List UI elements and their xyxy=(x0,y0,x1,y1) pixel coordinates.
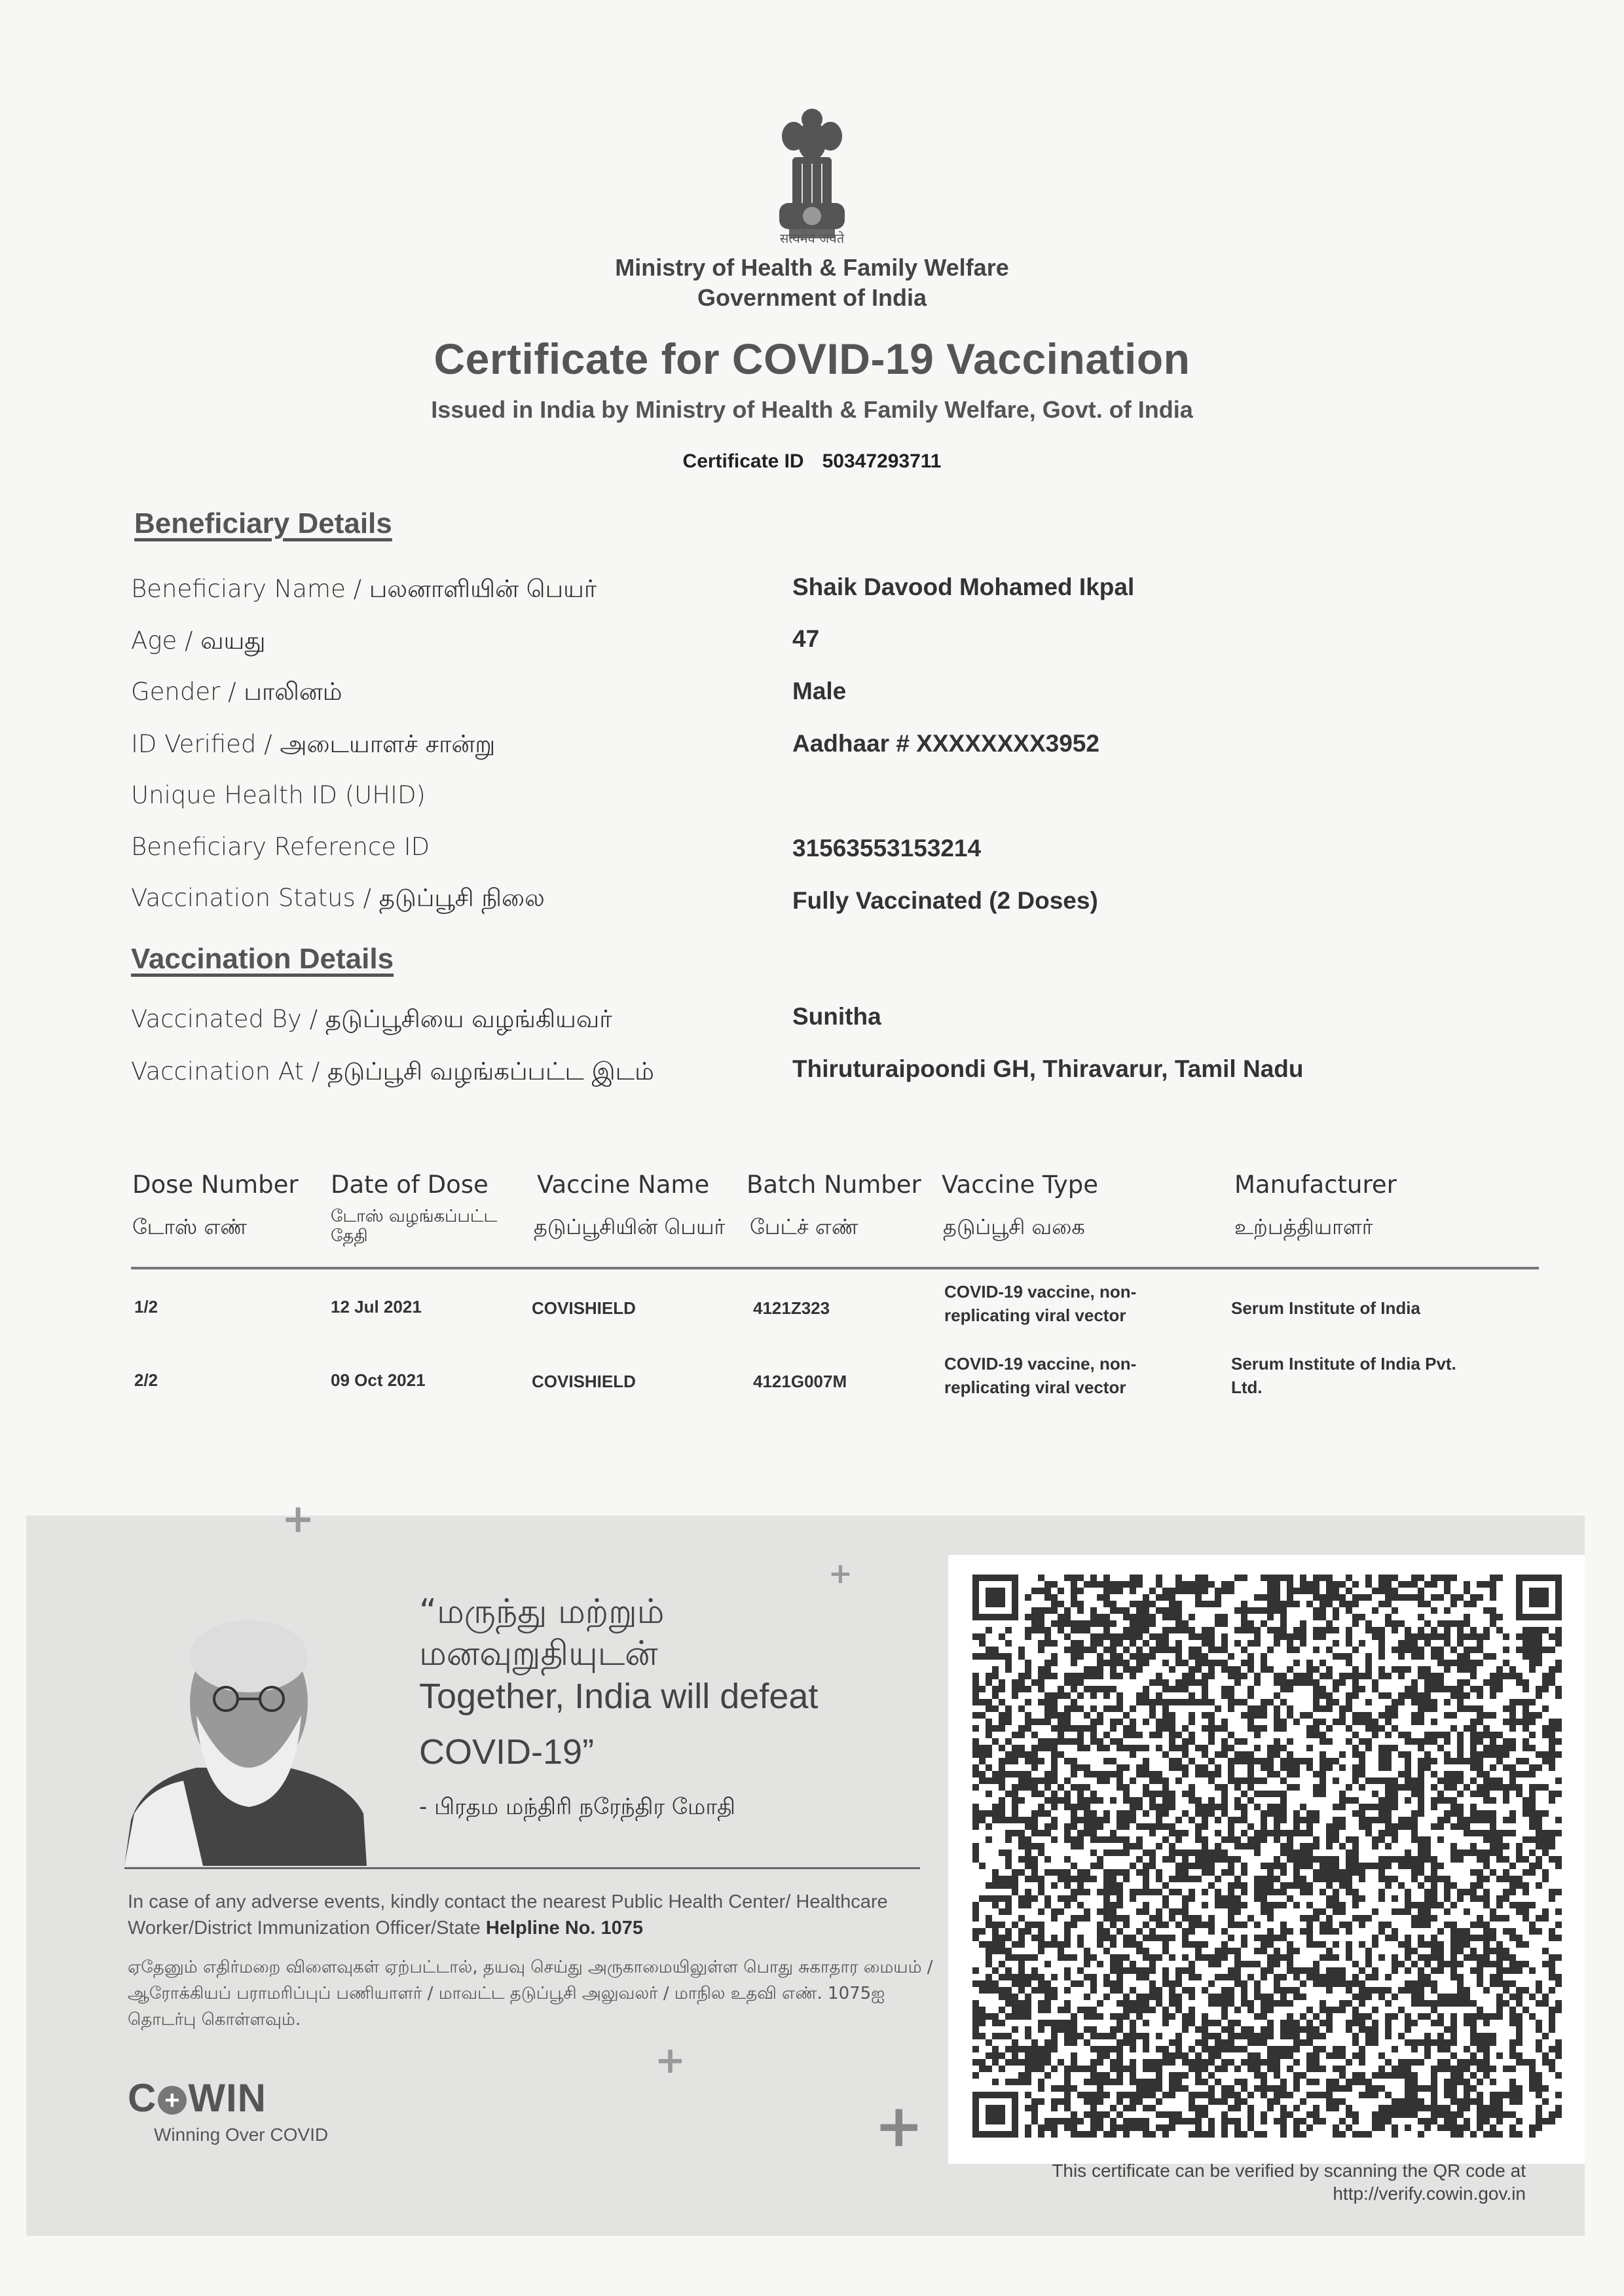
id-verified-value: Aadhaar # XXXXXXXX3952 xyxy=(792,730,1099,757)
vaccinated-by-label: Vaccinated By / தடுப்பூசியை வழங்கியவர் xyxy=(131,1005,612,1033)
certificate-id xyxy=(0,450,1624,473)
verify-instructions: This certificate can be verified by scanning the QR code at xyxy=(1052,2160,1526,2181)
beneficiary-details-heading: Beneficiary Details xyxy=(134,507,392,539)
col-vaccine-type-ta: தடுப்பூசி வகை xyxy=(943,1214,1085,1239)
manufacturer: Serum Institute of India Pvt. Ltd. xyxy=(1231,1354,1456,1397)
helpline-number: Helpline No. 1075 xyxy=(485,1918,644,1939)
qr-finder-pattern xyxy=(976,1578,1015,1617)
certificate-id-value: 50347293711 xyxy=(822,450,942,472)
col-vaccine-name-ta: தடுப்பூசியின் பெயர் xyxy=(534,1214,726,1239)
gender-value: Male xyxy=(792,678,847,704)
qr-finder-pattern xyxy=(976,2095,1015,2134)
col-batch-number-ta: பேட்ச் எண் xyxy=(750,1214,858,1239)
vaccination-at-value: Thiruturaipoondi GH, Thiravarur, Tamil Nadu xyxy=(792,1055,1304,1082)
plus-decoration-icon: + xyxy=(282,1496,315,1542)
beneficiary-name-label: Beneficiary Name / பலனாளியின் பெயர் xyxy=(131,575,597,603)
vaccinated-by-value: Sunitha xyxy=(792,1003,881,1030)
vaccine-type: COVID-19 vaccine, non-replicating viral vector xyxy=(944,1282,1137,1325)
vaccination-at-label: Vaccination At / தடுப்பூசி வழங்கப்பட்ட இடம் xyxy=(131,1057,654,1085)
vaccine-name: COVISHIELD xyxy=(532,1298,636,1318)
quote-tamil xyxy=(419,1591,665,1675)
batch-number: 4121Z323 xyxy=(753,1298,830,1318)
prime-minister-portrait xyxy=(124,1617,373,1866)
banner-divider xyxy=(124,1867,920,1869)
qr-finder-pattern xyxy=(1519,1578,1559,1617)
national-emblem-icon xyxy=(766,105,858,249)
cowin-logo-win: WIN xyxy=(188,2076,267,2120)
quote-english-line2: COVID-19” xyxy=(419,1732,595,1772)
cowin-tagline: Winning Over COVID xyxy=(154,2124,329,2145)
col-date-of-dose-ta: டோஸ் வழங்கப்பட்ட தேதி xyxy=(331,1207,498,1246)
dose-date: 09 Oct 2021 xyxy=(331,1370,426,1390)
adverse-events-text: In case of any adverse events, kindly contact the nearest Public Health Center/ Healthcare Worker/District Immunization Officer/State xyxy=(128,1891,888,1939)
plus-decoration-icon: + xyxy=(828,1557,853,1590)
national-motto: सत्यमेव जयते xyxy=(779,230,845,246)
quote-english-line1: Together, India will defeat xyxy=(419,1677,819,1716)
issued-by-line: Issued in India by Ministry of Health & Family Welfare, Govt. of India xyxy=(431,396,1193,423)
col-dose-number: Dose Number xyxy=(132,1171,299,1199)
batch-number: 4121G007M xyxy=(753,1372,847,1391)
vaccine-name: COVISHIELD xyxy=(532,1372,636,1391)
table-row xyxy=(0,1345,1624,1411)
cowin-plus-icon: + xyxy=(158,2086,187,2115)
plus-decoration-icon: + xyxy=(655,2039,686,2082)
government-name: Government of India xyxy=(697,284,927,311)
reference-id-value: 31563553153214 xyxy=(792,835,982,862)
adverse-events-notice-tamil: ஏதேனும் எதிர்மறை விளைவுகள் ஏற்பட்டால், தயவு செய்து அருகாமையிலுள்ள பொது சுகாதார மையம் / ஆரோக்கியப் பராமரிப்புப் பணியாளர் / மாவட்ட தடுப்பூசி அலுவலர் / மாநில உதவி எண். 1075ஐ தொடர்பு கொள்ளவும். xyxy=(128,1958,933,2030)
vaccination-details-heading: Vaccination Details xyxy=(131,943,394,975)
quote-tamil-line1: “மருந்து மற்றும் xyxy=(419,1592,665,1631)
dose-number: 2/2 xyxy=(134,1370,158,1390)
col-manufacturer-ta: உற்பத்தியாளர் xyxy=(1234,1214,1373,1239)
col-batch-number: Batch Number xyxy=(747,1171,921,1199)
dose-number: 1/2 xyxy=(134,1297,158,1317)
dose-date: 12 Jul 2021 xyxy=(331,1297,422,1317)
age-value: 47 xyxy=(792,625,820,652)
vaccine-type: COVID-19 vaccine, non-replicating viral vector xyxy=(944,1354,1137,1397)
table-row xyxy=(0,1273,1624,1339)
quote-tamil-line2: மனவுறுதியுடன் xyxy=(419,1634,658,1673)
adverse-events-notice xyxy=(128,1889,933,1941)
cowin-logo-c: C xyxy=(128,2076,157,2120)
manufacturer: Serum Institute of India xyxy=(1231,1298,1420,1318)
age-label: Age / வயது xyxy=(131,627,266,655)
col-date-of-dose: Date of Dose xyxy=(331,1171,489,1199)
cowin-logo xyxy=(128,2075,267,2121)
qr-code-icon[interactable] xyxy=(972,1575,1562,2138)
plus-decoration-icon: + xyxy=(874,2092,924,2160)
col-dose-number-ta: டோஸ் எண் xyxy=(132,1214,248,1239)
vaccination-status-value: Fully Vaccinated (2 Doses) xyxy=(792,887,1098,914)
ministry-name: Ministry of Health & Family Welfare xyxy=(615,254,1009,281)
quote-attribution: - பிரதம மந்திரி நரேந்திர மோதி xyxy=(419,1794,735,1820)
reference-id-label: Beneficiary Reference ID xyxy=(131,833,430,861)
gender-label: Gender / பாலினம் xyxy=(131,678,342,706)
table-header-divider xyxy=(131,1267,1539,1269)
col-vaccine-name: Vaccine Name xyxy=(537,1171,710,1199)
col-vaccine-type: Vaccine Type xyxy=(942,1171,1099,1199)
vaccination-status-label: Vaccination Status / தடுப்பூசி நிலை xyxy=(131,884,545,912)
col-manufacturer: Manufacturer xyxy=(1234,1171,1397,1199)
certificate-title: Certificate for COVID-19 Vaccination xyxy=(434,335,1190,383)
uhid-label: Unique Health ID (UHID) xyxy=(131,781,426,809)
beneficiary-name-value: Shaik Davood Mohamed Ikpal xyxy=(792,574,1135,600)
verify-url-link[interactable]: http://verify.cowin.gov.in xyxy=(1333,2183,1526,2204)
id-verified-label: ID Verified / அடையாளச் சான்று xyxy=(131,730,496,758)
certificate-id-label: Certificate ID xyxy=(682,450,804,472)
